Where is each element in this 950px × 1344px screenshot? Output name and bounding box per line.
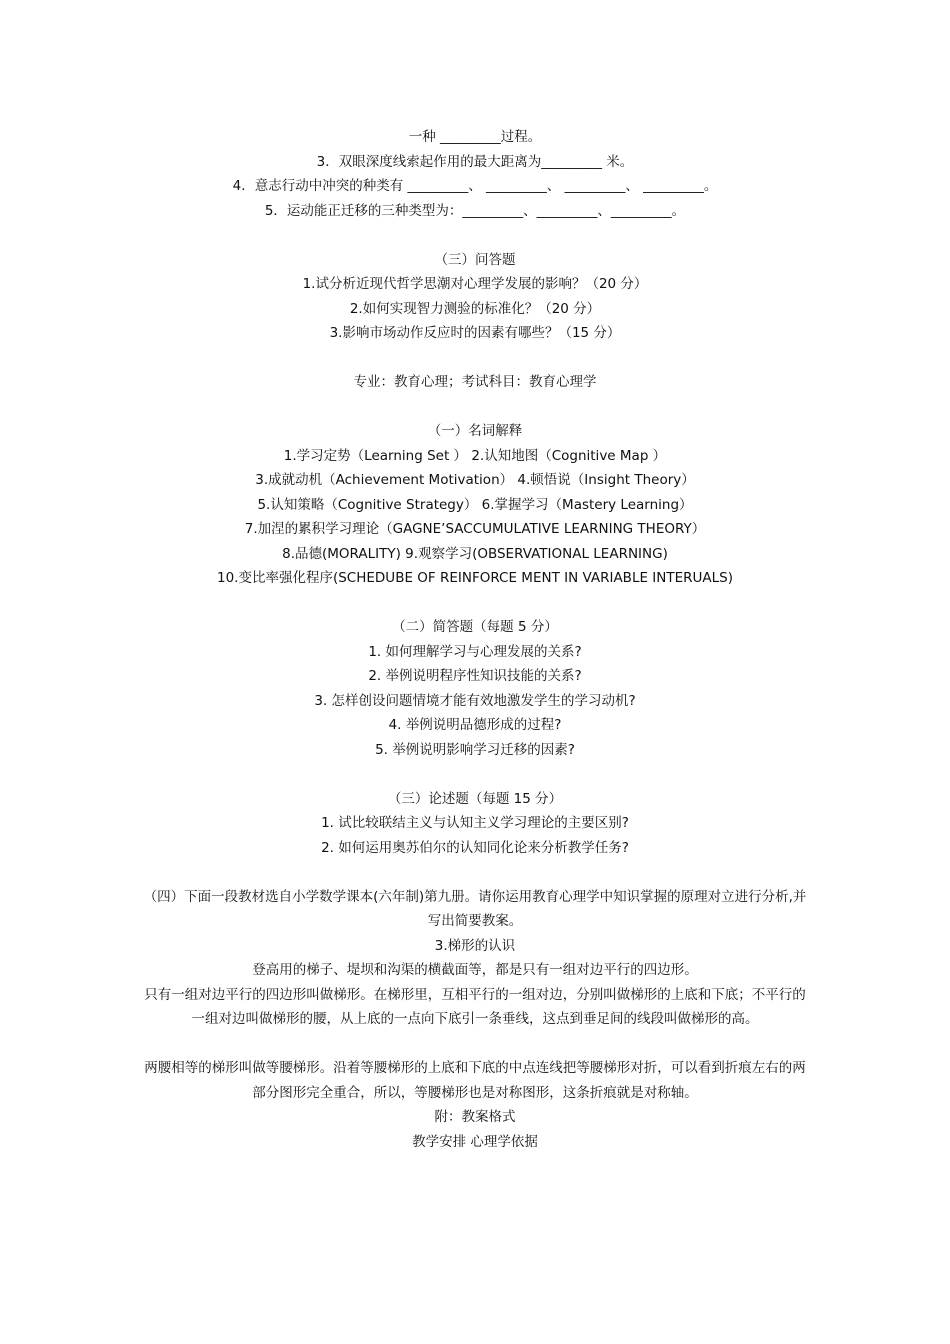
section-heading: （三）问答题 [434, 251, 516, 268]
appendix-label: 附：教案格式 [434, 1109, 516, 1125]
section-heading: （一）名词解释 [427, 423, 523, 439]
term-line: 7.加涅的累积学习理论（GAGNE’SACCUMULATIVE LEARNING THEORY） [244, 521, 706, 537]
question: 2. 如何运用奥苏伯尔的认知同化论来分析教学任务? [321, 839, 629, 856]
blank-line [140, 860, 810, 885]
text-line: 4．意志行动中冲突的种类有 _________、 _________、 _________、 _________。 [232, 178, 718, 194]
text-line: 5．运动能正迁移的三种类型为：_________、_________、_________。 [264, 202, 686, 219]
blank-line [140, 591, 810, 616]
document-body [140, 125, 810, 1154]
lesson-text: 两腰相等的梯形叫做等腰梯形。沿着等腰梯形的上底和下底的中点连线把等腰梯形对折，可以看到折痕左右的两部分图形完全重合，所以，等腰梯形也是对称图形，这条折痕就是对称轴。 [144, 1060, 806, 1101]
question: 1.试分析近现代哲学思潮对心理学发展的影响？（20 分） [302, 276, 648, 292]
term-line: 5.认知策略（Cognitive Strategy） 6.掌握学习（Mastery Learning） [257, 496, 693, 513]
question: 1. 试比较联结主义与认知主义学习理论的主要区别? [321, 815, 629, 831]
exam-subject-line: 专业：教育心理；考试科目：教育心理学 [353, 374, 597, 390]
term-line: 10.变比率强化程序(SCHEDUBE OF REINFORCE MENT IN VARIABLE INTERUALS) [217, 570, 733, 586]
lesson-title: 3.梯形的认识 [434, 937, 516, 954]
question: 3. 怎样创设问题情境才能有效地激发学生的学习动机? [314, 692, 636, 709]
lesson-text: 登高用的梯子、堤坝和沟渠的横截面等，都是只有一组对边平行的四边形。 [252, 962, 698, 978]
term-line: 8.品德(MORALITY) 9.观察学习(OBSERVATIONAL LEARNING) [282, 545, 668, 562]
blank-line [140, 346, 810, 371]
question: 1. 如何理解学习与心理发展的关系? [368, 643, 582, 660]
question: 4. 举例说明品德形成的过程? [388, 717, 562, 733]
section-heading: （三）论述题（每题 15 分） [387, 790, 563, 807]
section-heading: （四）下面一段教材选自小学数学课本(六年制)第九册。请你运用教育心理学中知识掌握的原理对立进行分析,并写出简要教案。 [143, 888, 807, 929]
question: 5. 举例说明影响学习迁移的因素? [375, 741, 575, 758]
blank-line [140, 1032, 810, 1057]
question: 3.影响市场动作反应时的因素有哪些？（15 分） [329, 325, 621, 341]
blank-line [140, 223, 810, 248]
term-line: 1.学习定势（Learning Set ） 2.认知地图（Cognitive Map ） [283, 447, 667, 464]
section-heading: （二）简答题（每题 5 分） [392, 619, 558, 635]
blank-line [140, 762, 810, 787]
text-line: 一种 _________过程。 [408, 129, 542, 145]
text-line: 3．双眼深度线索起作用的最大距离为_________ 米。 [316, 153, 634, 170]
lesson-plan-format: 教学安排 心理学依据 [412, 1133, 538, 1150]
blank-line [140, 395, 810, 420]
question: 2. 举例说明程序性知识技能的关系? [368, 668, 582, 684]
lesson-text: 只有一组对边平行的四边形叫做梯形。在梯形里，互相平行的一组对边，分别叫做梯形的上底和下底；不平行的一组对边叫做梯形的腰，从上底的一点向下底引一条垂线，这点到垂足间的线段叫做梯形的高。 [144, 986, 806, 1027]
question: 2.如何实现智力测验的标准化？（20 分） [349, 300, 601, 317]
term-line: 3.成就动机（Achievement Motivation） 4.顿悟说（Insight Theory） [255, 472, 695, 488]
